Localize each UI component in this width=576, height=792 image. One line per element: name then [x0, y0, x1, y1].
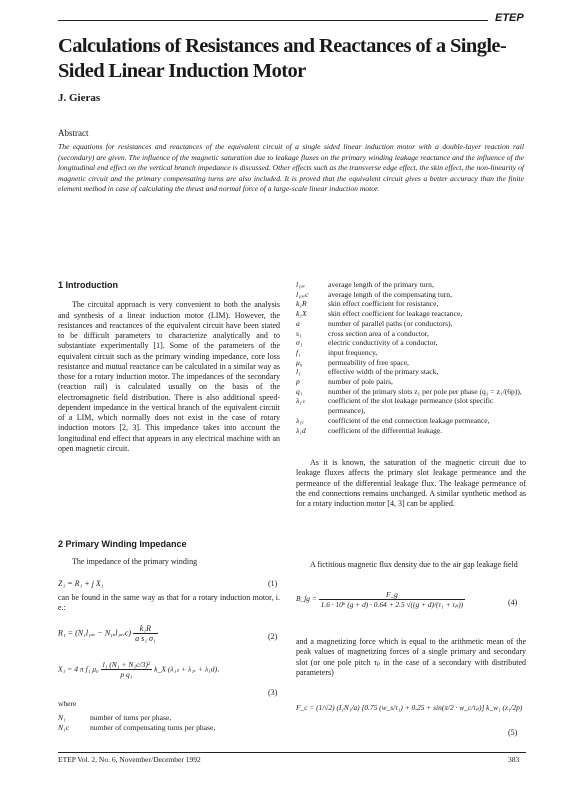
right-paragraph-2: A fictitious magnetic flux density due to the air gap leakage field — [310, 560, 518, 569]
symbol-description: number of compensating turns per phase, — [90, 722, 216, 732]
equation-2-numerator: k₁R — [133, 624, 158, 634]
symbol-row — [296, 319, 526, 329]
symbol-description: permeability of free space, — [328, 357, 409, 367]
abstract-heading: Abstract — [58, 128, 89, 138]
equation-2 — [58, 624, 158, 643]
symbol-row — [296, 367, 526, 377]
equation-2-denominator: a s₁ σ₁ — [135, 634, 156, 643]
symbol-row — [296, 358, 526, 368]
symbol: l₁ₐᵥ — [296, 280, 306, 289]
right-symbol-list — [296, 280, 526, 435]
symbol-description: coefficient of the end connection leakage permeance, — [328, 415, 490, 425]
symbol-description: coefficient of the slot leakage permeance (slot specific permeance), — [328, 396, 494, 416]
section-2-text: can be found in the same way as that for a rotary induction motor, i. e.: — [58, 593, 280, 613]
symbol-description: number of parallel paths (or conductors), — [328, 318, 453, 328]
equation-3-rhs: k_X (λ₁ₛ + λ₁ₑ + λ₁d), — [154, 664, 220, 674]
footer-rule — [58, 752, 526, 753]
symbol: N₁ — [58, 713, 66, 722]
symbol: μ₀ — [296, 357, 303, 367]
section-2 — [58, 539, 280, 568]
symbol-row — [296, 416, 526, 426]
symbol: k₁X — [296, 309, 307, 319]
equation-3-fraction — [101, 660, 153, 679]
symbol: N₁c — [58, 722, 70, 732]
abstract-text: The equations for resistances and reactances of the equivalent circuit of a single sided linear induction motor with a double-layer reaction rail (secondary) are given. The influence of the magnetic saturation due to leakage fluxes on the primary winding leakage reactance and the influence of the longitudinal end effect on the vertical branch impedance is discussed. Other effects such as the transverse edge effect, the skin effect, the non-linearity of magnetic circuit and the primary compensating turns are also included. It is proved that the equivalent circuit gives a better accuracy than the finite element method in case of calculating the thrust and normal force of a large-scale linear induction motor. — [58, 142, 524, 194]
left-column — [58, 280, 280, 454]
section-2-intro: The impedance of the primary winding — [72, 557, 198, 567]
equation-3-denominator: p q₁ — [120, 670, 133, 679]
paper-title: Calculations of Resistances and Reactances of a Single-Sided Linear Induction Motor — [58, 35, 507, 82]
symbol-description: number of the primary slots z₁ per pole per phase (q₁ = z₁/(6p)), — [328, 386, 522, 396]
header-rule — [58, 20, 488, 21]
symbol-row — [296, 338, 526, 348]
symbol-row — [296, 329, 526, 339]
symbol-row — [296, 290, 526, 300]
symbol: σ₁ — [296, 338, 303, 348]
symbol-description: skin effect coefficient for resistance, — [328, 299, 439, 309]
symbol-row — [296, 309, 526, 319]
symbol-row — [296, 280, 526, 290]
symbol-description: cross section area of a conductor, — [328, 328, 429, 338]
symbol: q₁ — [296, 386, 303, 396]
equation-2-fraction — [133, 624, 158, 643]
equation-1: Z₁ = R₁ + j X₁ — [58, 579, 104, 588]
symbol: l₁ — [296, 367, 301, 377]
equation-4-lhs: B_fg = — [296, 594, 317, 604]
symbol: s₁ — [296, 328, 302, 338]
equation-4 — [296, 590, 465, 609]
equation-5-number: (5) — [508, 728, 518, 737]
footer-journal-info: ETEP Vol. 2, No. 6, November/December 1992 — [58, 755, 201, 764]
page-number: 383 — [508, 755, 520, 764]
symbol: l₁ₐᵥc — [296, 289, 309, 299]
right-paragraph-1: As it is known, the saturation of the magnetic circuit due to leakage fluxes affects the primary slot leakage permeance and the permeance of the differential leakage flux. The leakage permeance of the end connections remains unchanged. A similar synthetic method as for a rotary induction motor [4, 3] can be applied. — [296, 458, 526, 508]
symbol-row — [296, 396, 526, 415]
symbol-description: skin effect coefficient for leakage reactance, — [328, 309, 463, 319]
equation-4-denominator: 1.6 · 10⁶ (g + d) · 0.64 + 2.5 √((g + d)/(τ₁ + τₚ)) — [320, 600, 464, 609]
equation-4-numerator: F_g — [319, 590, 466, 600]
symbol: λ₁ₑ — [296, 415, 304, 425]
symbol-description: average length of the compensating turn, — [328, 289, 452, 299]
symbol-row — [296, 426, 526, 436]
symbol-description: electric conductivity of a conductor, — [328, 338, 438, 348]
equation-3 — [58, 660, 219, 679]
symbol-description: average length of the primary turn, — [328, 280, 434, 289]
symbol-description: input frequency, — [328, 347, 378, 357]
symbol: a — [296, 318, 300, 328]
section-1-paragraph: The circuital approach is very convenient to both the analysis and synthesis of a linear induction motor (LIM). However, the resistances and reactances of the equivalent circuit have been stated to be difficult parameters to characterize analytically and to substantiate experimentally [1]. Some of the parameters of the equivalent circuit such as the primary winding impedance, core loss resistance and mutual reactance can be calculated in a similar way as those for a rotary induction motor. The impedances of the secondary (reaction rail) is calculated usually on the basis of the electromagnetic field distribution. There is also additional speed-dependent impedance in the vertical branch of the equivalent circuit of a LIM, which normally does not exist in the case of rotary induction motors [2, 3]. This impedance takes into account the longitudinal end effect that appears in any electrical machine with an open magnetic circuit. — [58, 300, 280, 453]
symbol-row — [296, 348, 526, 358]
equation-3-number: (3) — [268, 688, 278, 697]
symbol-row — [296, 377, 526, 387]
symbol: k₁R — [296, 299, 307, 309]
symbol-row — [296, 299, 526, 309]
equation-4-fraction — [319, 590, 466, 609]
equation-2-number: (2) — [268, 632, 278, 641]
left-symbol-list — [58, 713, 280, 732]
symbol: λ₁ₛ — [296, 396, 305, 406]
equation-1-number: (1) — [268, 579, 278, 588]
author: J. Gieras — [58, 92, 101, 104]
symbol-description: number of pole pairs, — [328, 377, 393, 387]
section-1-heading: 1 Introduction — [58, 280, 118, 290]
symbol: p — [296, 377, 300, 387]
symbol: λ₁d — [296, 425, 306, 435]
symbol: f₁ — [296, 347, 301, 357]
section-2-heading: 2 Primary Winding Impedance — [58, 539, 187, 549]
symbol-description: effective width of the primary stack, — [328, 367, 439, 377]
journal-name: ETEP — [495, 12, 524, 24]
where-label: where — [58, 699, 77, 708]
right-paragraph-3: and a magnetizing force which is equal to the arithmetic mean of the peak values of magnetizing forces of a single primary and secondary slot (or one pole pitch τₚ in the case of a secondary with distributed parameters) — [296, 637, 526, 677]
symbol-row — [58, 723, 280, 733]
equation-2-lhs: R₁ = (N₁l₁ₐᵥ − N₁ₐl₁ₐᵥc) — [58, 628, 132, 638]
symbol-description: coefficient of the differential leakage. — [328, 425, 443, 435]
symbol-description: number of turns per phase, — [90, 713, 172, 722]
equation-3-lhs: X₁ = 4 π f₁ μ₀ — [58, 664, 99, 674]
equation-4-number: (4) — [508, 598, 518, 607]
symbol-row — [296, 387, 526, 397]
symbol-row — [58, 713, 280, 723]
equation-3-numerator: l₁ (N₁ + N₁c/3)² — [102, 660, 151, 669]
equation-5: F_c = (1/√2) (I₁N₁/a) [0.75 (w_s/τ₁) + 0.25 + sin(π/2 · w_c/τₚ)] k_w₁ (z₁/2p) — [296, 703, 523, 712]
